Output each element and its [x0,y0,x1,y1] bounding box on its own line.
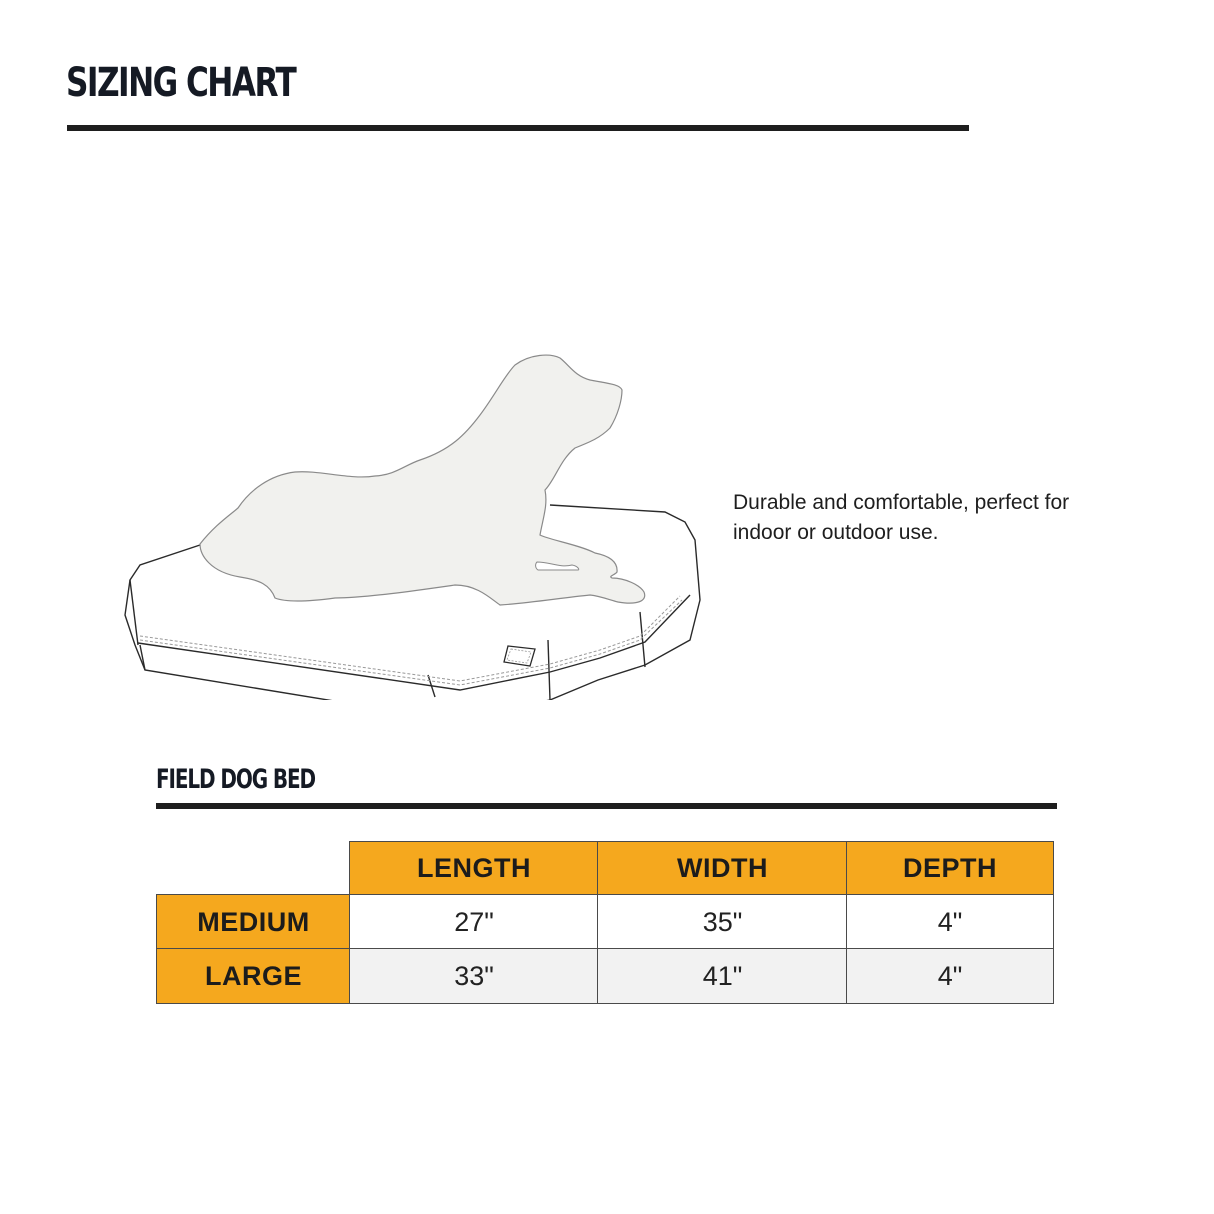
table-cell: 33" [349,948,599,1004]
page-title: SIZING CHART [66,60,296,106]
table-cell: 27" [349,894,599,950]
title-divider [67,125,969,131]
dog-bed-illustration [120,340,720,700]
product-divider [156,803,1057,809]
table-cell: 41" [597,948,848,1004]
product-name: FIELD DOG BED [156,764,315,795]
table-cell: 35" [597,894,848,950]
table-cell: 4" [846,894,1054,950]
row-header-medium: MEDIUM [156,894,351,950]
product-description: Durable and comfortable, perfect for indoor or outdoor use. [733,491,1070,544]
column-header-depth: DEPTH [846,841,1054,896]
row-header-large: LARGE [156,948,351,1004]
label-patch-icon [504,646,535,666]
column-header-width: WIDTH [597,841,848,896]
table-cell: 4" [846,948,1054,1004]
column-header-length: LENGTH [349,841,599,896]
